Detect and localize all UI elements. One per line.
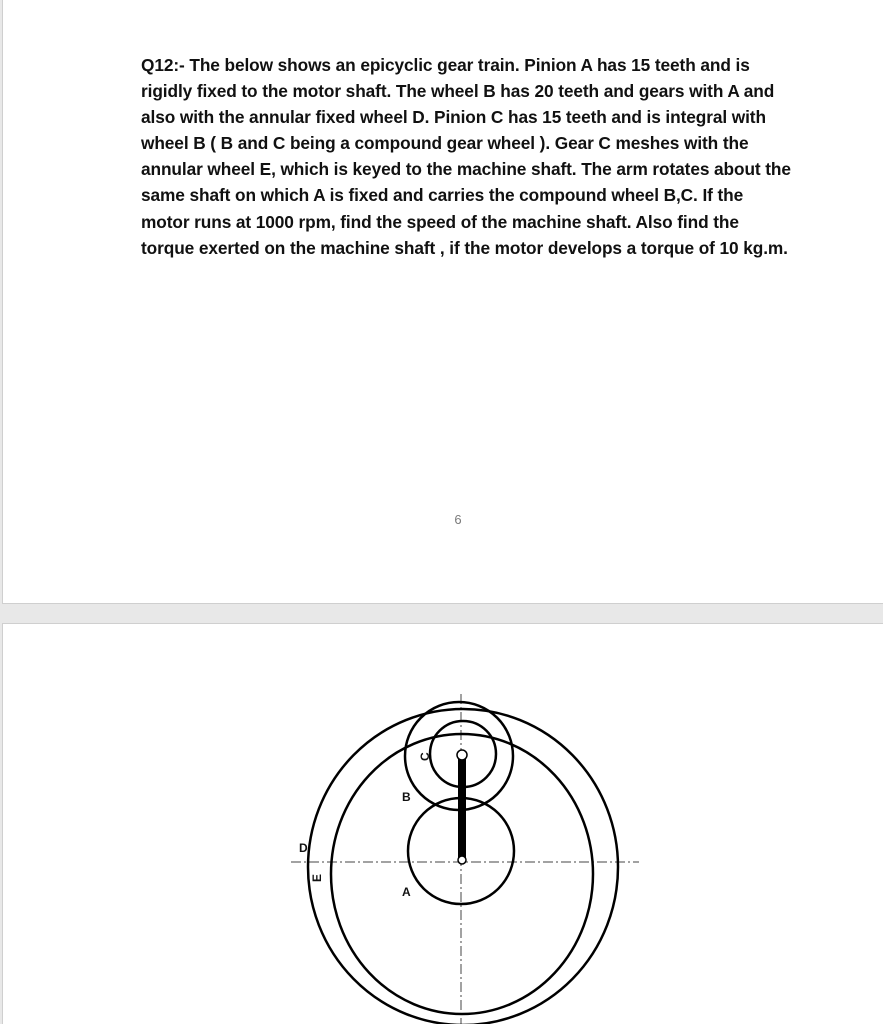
question-text: Q12:- The below shows an epicyclic gear train. Pinion A has 15 teeth and is rigidly fixed to the motor shaft. The wheel B has 20 teeth and gears with A and also with the annular fixed wheel D. Pinion C has 15 teeth and is integral with wheel B ( B and C being a compound gear wheel ). Gear C meshes with the annular wheel E, which is keyed to the machine shaft. The arm rotates about the same shaft on which A is fixed and carries the compound wheel B,C. If the motor runs at 1000 rpm, find the speed of the machine shaft. Also find the torque exerted on the machine shaft , if the motor develops a torque of 10 kg.m.: [141, 55, 791, 258]
label-a: A: [402, 885, 411, 899]
page-7: [2, 623, 883, 1024]
epicyclic-gear-train-diagram: [3, 624, 883, 1024]
label-e: E: [310, 873, 324, 882]
label-b: B: [402, 790, 411, 804]
page-number: 6: [454, 512, 462, 527]
label-d: D: [299, 841, 308, 855]
page-6: [2, 0, 883, 604]
arm-pivot-bottom: [458, 856, 466, 864]
arm-pivot-top: [457, 750, 467, 760]
label-c: C: [418, 752, 432, 761]
